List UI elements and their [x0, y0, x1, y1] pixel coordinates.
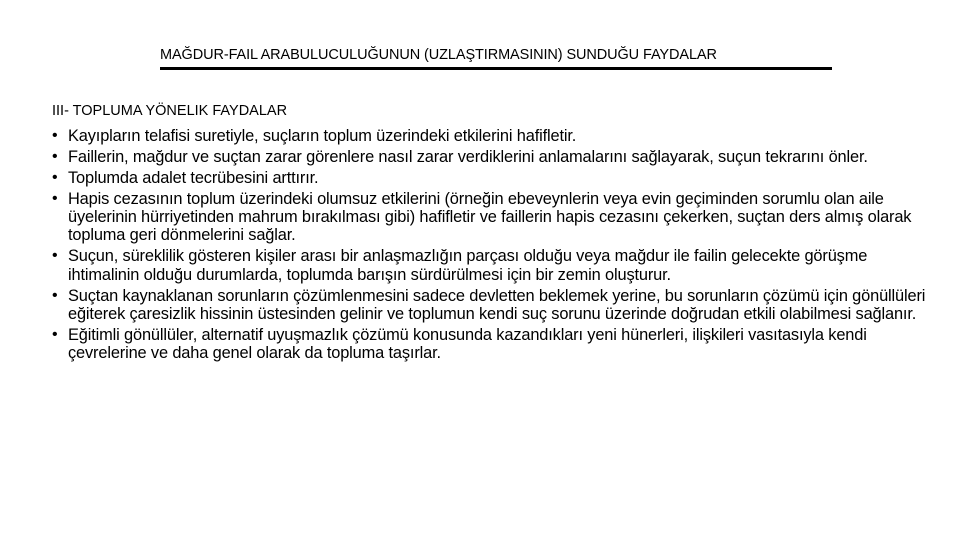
slide-title: MAĞDUR-FAIL ARABULUCULUĞUNUN (UZLAŞTIRMASININ) SUNDUĞU FAYDALAR [160, 47, 717, 63]
bullet-dot-icon: • [52, 127, 58, 144]
bullet-item [52, 127, 932, 145]
bullet-dot-icon: • [52, 247, 58, 265]
bullet-dot-icon: • [52, 286, 58, 304]
bullet-dot-icon: • [52, 190, 58, 207]
title-underline [160, 67, 832, 70]
bullet-item [52, 247, 932, 283]
bullet-text: Eğitimli gönüllüler, alternatif uyuşmazlık çözümü konusunda kazandıkları yeni hünerleri, ilişkileri vasıtasıyla kendi çevrelerine ve daha genel olarak da topluma taşırlar. [68, 325, 867, 363]
bullet-dot-icon: • [52, 148, 58, 165]
bullet-list [52, 127, 932, 365]
bullet-text: Hapis cezasının toplum üzerindeki olumsuz etkilerini (örneğin ebeveynlerin veya evin geçiminden sorumlu olan aile üyelerinin hürriyetinden mahrum bırakılması gibi) hafifletir ve faillerin hapis cezasını çekerken, suçtan ders almış olarak topluma geri dönmelerini sağlar. [68, 190, 912, 245]
bullet-dot-icon: • [52, 325, 58, 343]
bullet-text: Toplumda adalet tecrübesini arttırır. [68, 169, 319, 187]
bullet-dot-icon: • [52, 169, 58, 186]
section-heading: III- TOPLUMA YÖNELIK FAYDALAR [52, 103, 288, 119]
bullet-item [52, 287, 932, 323]
bullet-text: Faillerin, mağdur ve suçtan zarar görenlere nasıl zarar verdiklerini anlamalarını sağlayarak, suçun tekrarını önler. [68, 148, 868, 166]
bullet-item [52, 169, 932, 187]
bullet-item [52, 190, 932, 245]
bullet-text: Suçun, süreklilik gösteren kişiler arası bir anlaşmazlığın parçası olduğu veya mağdur ile failin gelecekte görüşme ihtimalinin olduğu durumlarda, toplumda barışın sürdürülmesi için bir zemin oluşturur. [68, 247, 868, 284]
bullet-item [52, 148, 932, 166]
bullet-text: Kayıpların telafisi suretiyle, suçların toplum üzerindeki etkilerini hafifletir. [68, 127, 577, 145]
bullet-text: Suçtan kaynaklanan sorunların çözümlenmesini sadece devletten beklemek yerine, bu sorunların çözümü için gönüllüleri eğiterek çaresizlik hissinin üstesinden gelinir ve toplumun kendi suç sorunu üzerinde doğrudan etkili olabilmesi sağlanır. [68, 286, 926, 323]
bullet-item [52, 326, 932, 362]
title-block [160, 46, 832, 70]
